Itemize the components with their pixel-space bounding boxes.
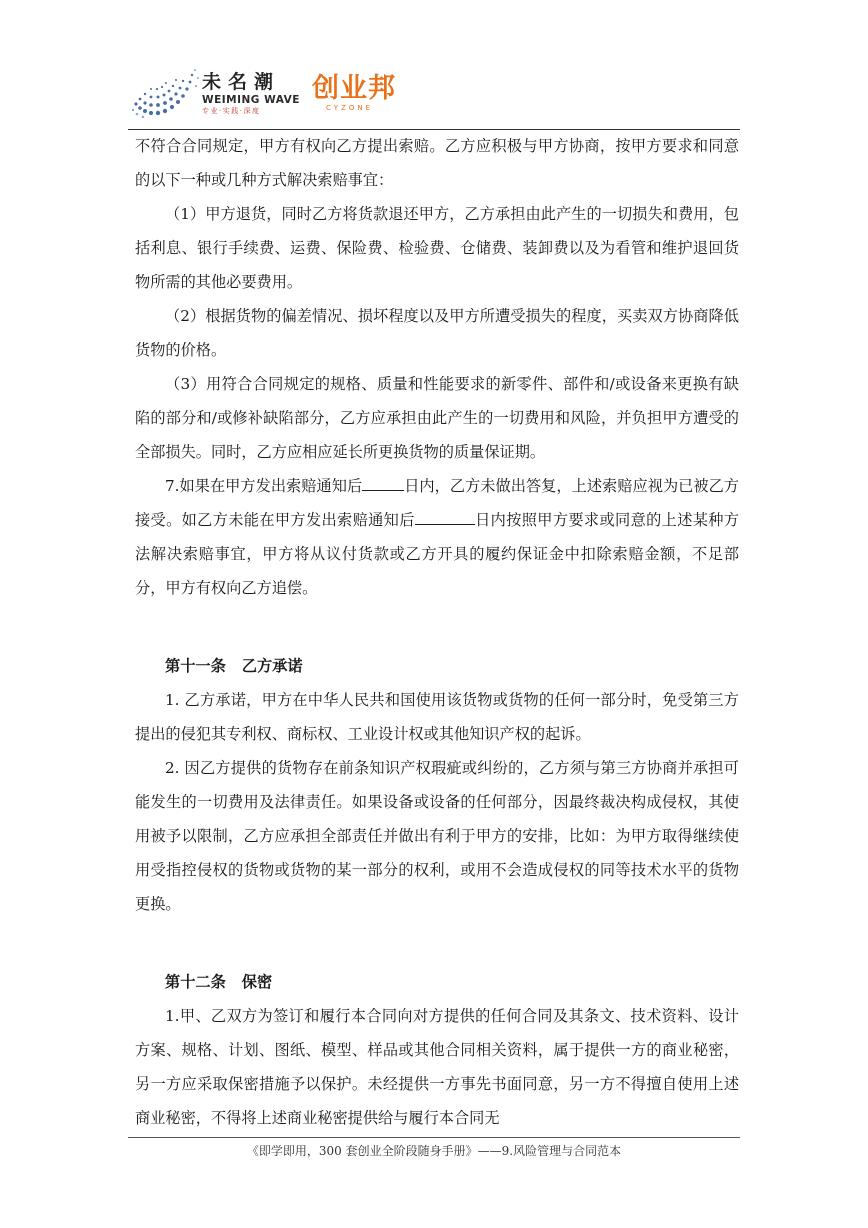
paragraph-12-1: 1.甲、乙双方为签订和履行本合同向对方提供的任何合同及其条文、技术资料、设计方案、规格、计划、图纸、模型、样品或其他合同相关资料，属于提供一方的商业秘密，另一方应采取保密措施予以保护。未经提供一方事先书面同意，另一方不得擅自使用上述商业秘密，不得将上述商业秘密提供给与履行本合同无: [135, 1007, 739, 1127]
section-spacer: [135, 921, 739, 943]
weiming-wave-logo: [202, 72, 300, 116]
paragraph-option-2: （2）根据货物的偏差情况、损坏程度以及甲方所遭受损失的程度，买卖双方协商降低货物的价格。: [135, 307, 739, 359]
cyzone-en-text: CYZONE: [326, 104, 374, 112]
section-spacer: [135, 627, 739, 649]
paragraph-option-1: （1）甲方退货，同时乙方将货款退还甲方，乙方承担由此产生的一切损失和费用，包括利息、银行手续费、运费、保险费、检验费、仓储费、装卸费以及为看管和维护退回货物所需的其他必要费用。: [135, 205, 739, 291]
clause-7-part-b: 日内，乙方未做出答复，上述索赔应视为已被乙方接受。如乙方未能在甲方发出索赔通知后: [135, 477, 740, 529]
footer-divider: [128, 1137, 740, 1138]
paragraph-11-2: 2. 因乙方提供的货物存在前条知识产权瑕疵或纠纷的，乙方须与第三方协商并承担可能发生的一切费用及法律责任。如果设备或设备的任何部分，因最终裁决构成侵权，其使用被予以限制，乙方应承担全部责任并做出有利于甲方的安排，比如：为甲方取得继续使用受指控侵权的货物或货物的某一部分的权利，或用不会造成侵权的同等技术水平的货物更换。: [135, 759, 739, 913]
logo-slogan-text: 专业·实践·深度: [202, 107, 261, 115]
logo-en-text: WEIMING WAVE: [202, 94, 300, 106]
section-spacer: [135, 605, 739, 627]
document-body: [135, 129, 739, 1135]
blank-days-1: [362, 476, 404, 491]
weiming-wave-swirl-icon: [128, 64, 208, 118]
cyzone-cn-text: 创业邦: [312, 73, 396, 104]
section-11-heading: [135, 649, 739, 683]
paragraph-option-3: （3）用符合合同规定的规格、质量和性能要求的新零件、部件和/或设备来更换有缺陷的部分和/或修补缺陷部分，乙方应承担由此产生的一切费用和风险，并负担甲方遭受的全部损失。同时，乙方应相应延长所更换货物的质量保证期。: [135, 375, 739, 461]
section-12-title: 保密: [241, 973, 273, 991]
section-12-number: 第十二条: [165, 973, 226, 991]
logo-cn-text: 未名潮: [202, 71, 281, 93]
section-11-title: 乙方承诺: [241, 657, 303, 675]
blank-days-2: [415, 510, 475, 525]
clause-7-part-a: 7.如果在甲方发出索赔通知后: [165, 477, 363, 495]
paragraph-clause-7: [135, 469, 739, 605]
paragraph-11-1: 1. 乙方承诺，甲方在中华人民共和国使用该货物或货物的任何一部分时，免受第三方提出的侵犯其专利权、商标权、工业设计权或其他知识产权的起诉。: [135, 691, 739, 743]
section-11-number: 第十一条: [165, 657, 226, 675]
paragraph-claim-intro: 不符合合同规定，甲方有权向乙方提出索赔。乙方应积极与甲方协商，按甲方要求和同意的以下一种或几种方式解决索赔事宜：: [135, 137, 739, 189]
cyzone-logo: [312, 74, 396, 113]
page-header: [128, 64, 740, 130]
clause-7-part-c: 日内按照甲方要求或同意的上述某种方法解决索赔事宜，甲方将从议付货款或乙方开具的履约保证金中扣除索赔金额，不足部分，甲方有权向乙方追偿。: [135, 511, 740, 597]
page-footer: 《即学即用，300 套创业全阶段随身手册》——9.风险管理与合同范本: [246, 1144, 622, 1158]
section-spacer: [135, 943, 739, 965]
section-12-heading: [135, 965, 739, 999]
